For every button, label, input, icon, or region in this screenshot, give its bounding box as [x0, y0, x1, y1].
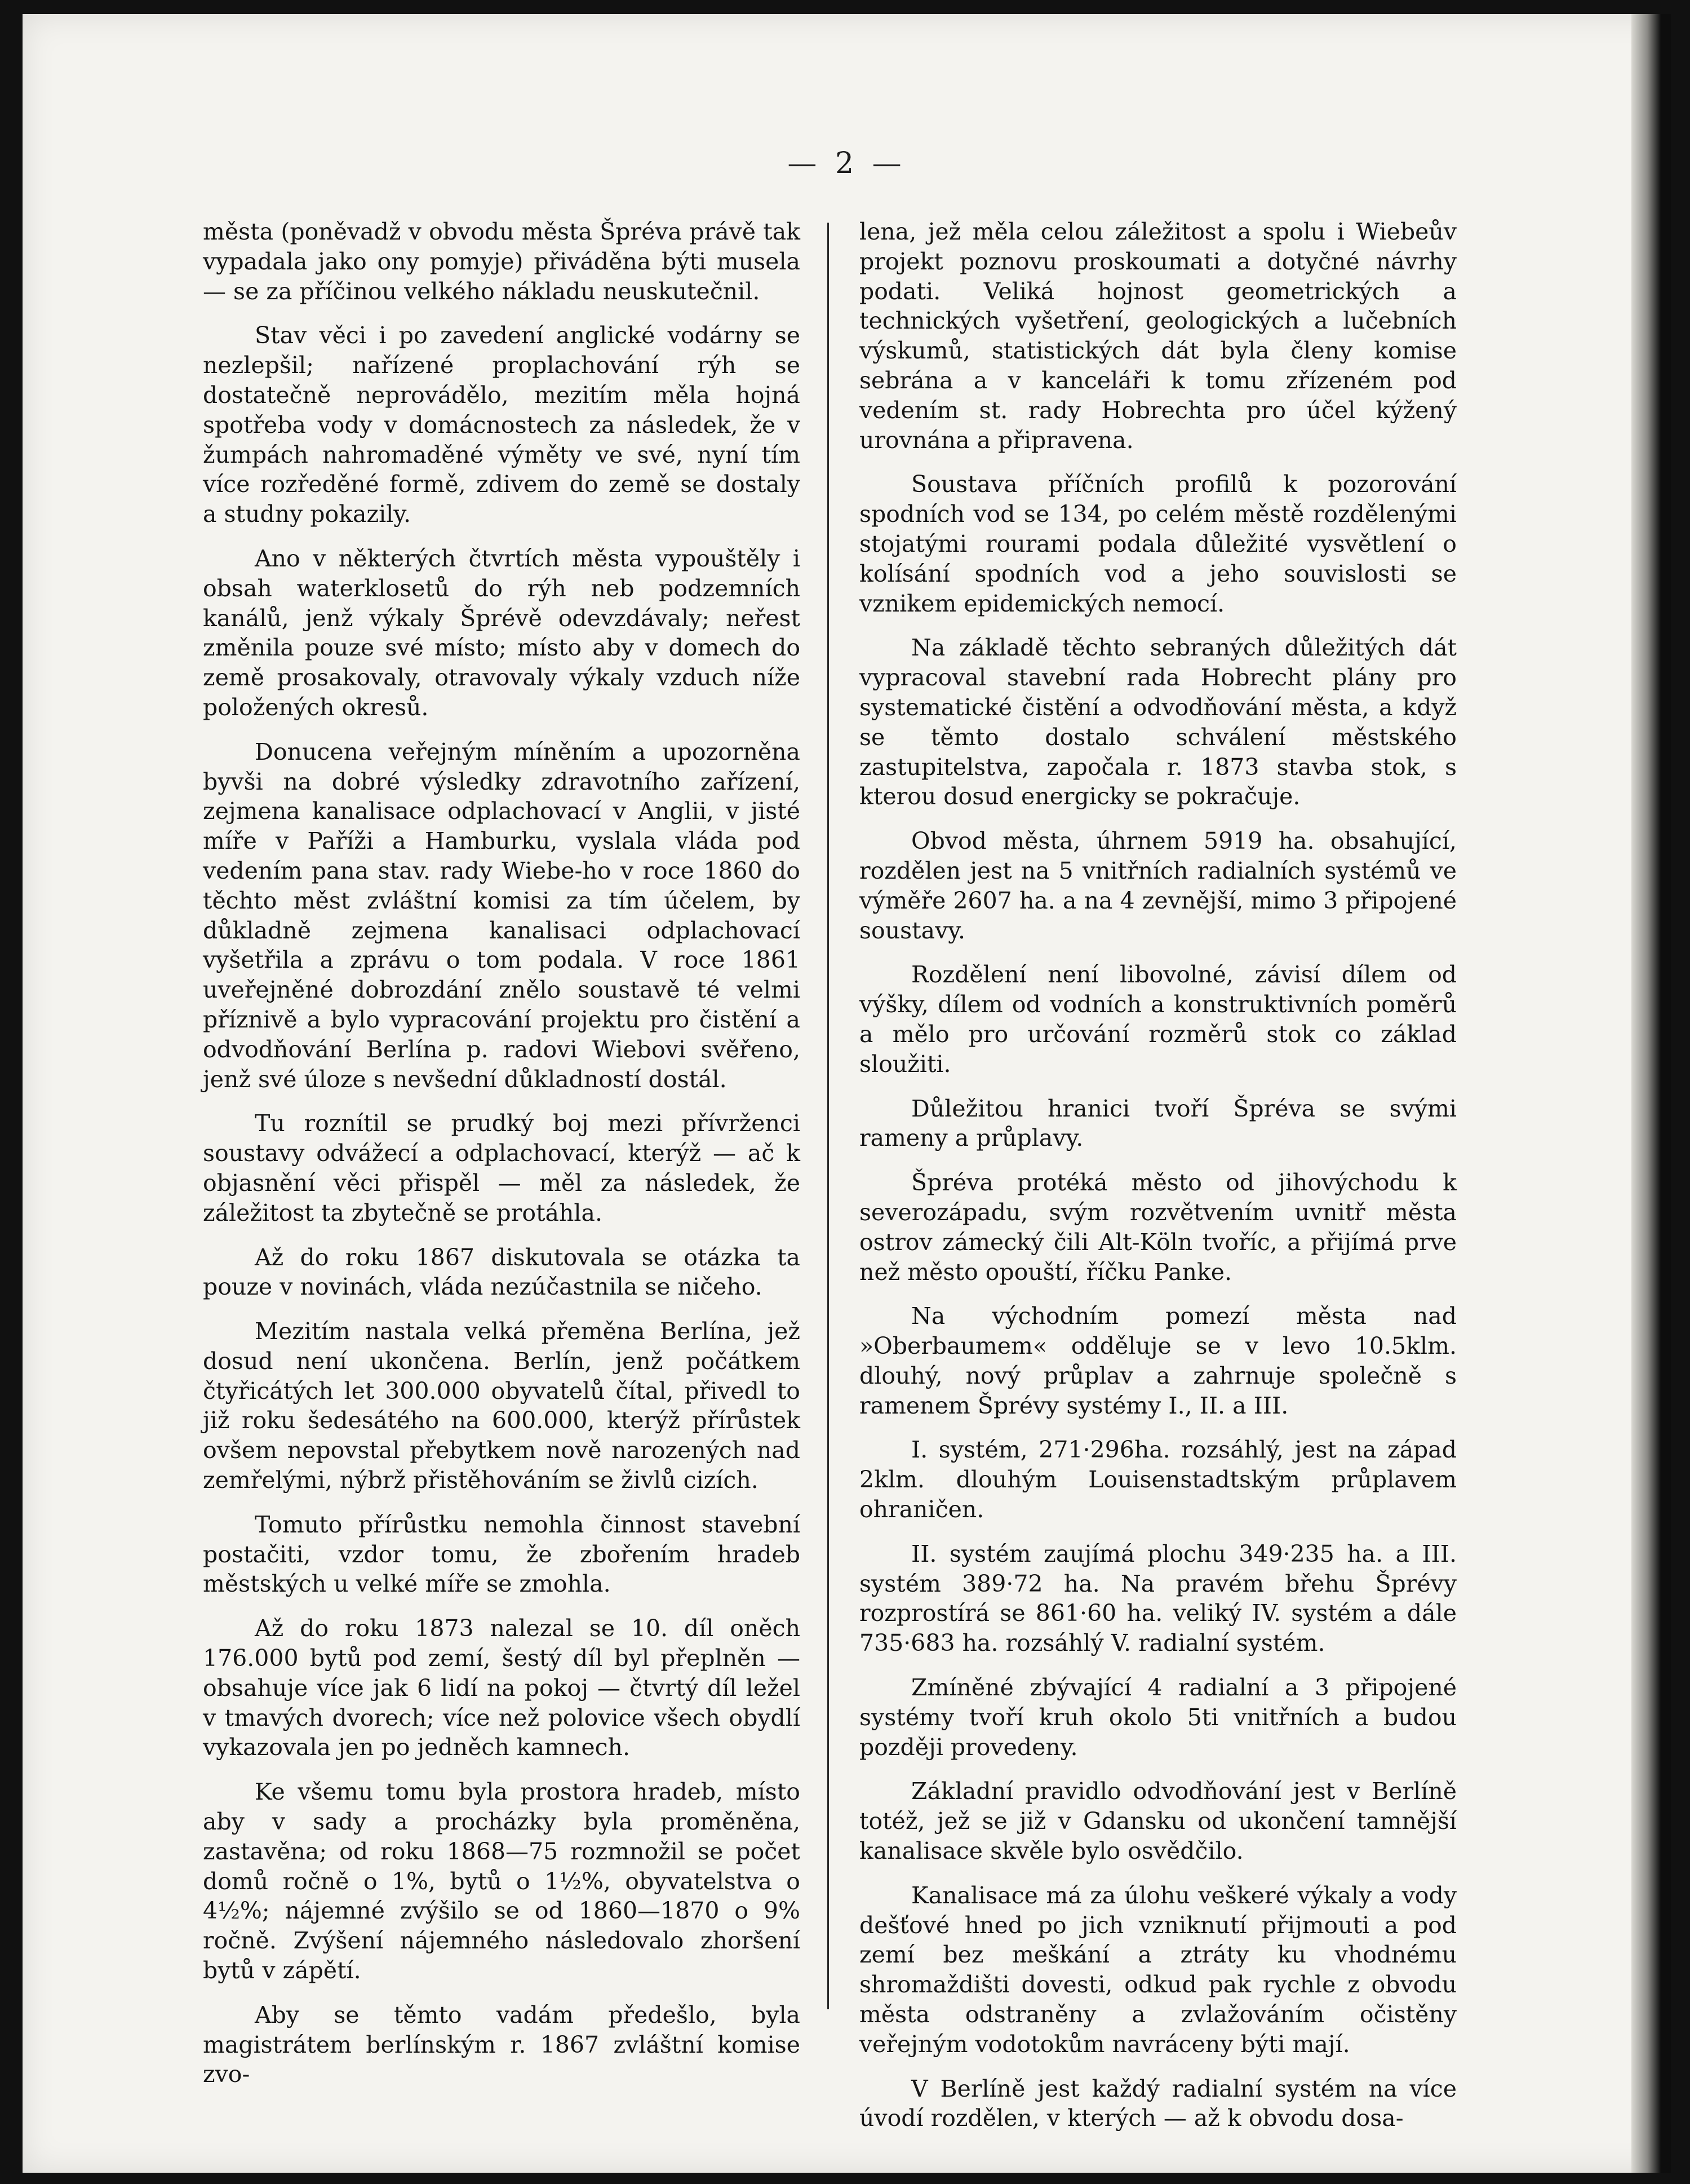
paragraph: Na východním pomezí města nad »Oberbaumem« odděluje se v levo 10.5klm. dlouhý, nový průplav a zahrnuje společně s ramenem Šprévy systémy I., II. a III.: [859, 1303, 1457, 1419]
paragraph: Kanalisace má za úlohu veškeré výkaly a vody dešťové hned po jich vzniknutí přijmouti a pod zemí bez meškání a ztráty ku vhodnému shromaždišti dovesti, odkud pak rychle z obvodu města odstraněny a zvlažováním očistěny veřejným vodotokům navráceny býti mají.: [859, 1881, 1457, 2058]
paragraph: Až do roku 1873 nalezal se 10. díl oněch 176.000 bytů pod zemí, šestý díl byl přeplněn — obsahuje více jak 6 lidí na pokoj — čtvrtý díl ležel v tmavých dvorech; více než polovice všech obydlí vykazovala jen po jedněch kamnech.: [203, 1615, 800, 1761]
paragraph: I. systém, 271·296ha. rozsáhlý, jest na západ 2klm. dlouhým Louisenstadtským průplavem ohraničen.: [859, 1436, 1457, 1523]
paragraph: Stav věci i po zavedení anglické vodárny se nezlepšil; nařízené proplachování rýh se dostatečně neprovádělo, mezitím měla hojná spotřeba vody v domácnostech za následek, že v žumpách nahromaděné výměty ve své, nyní tím více rozředěné formě, zdivem do země se dostaly a studny pokazily.: [203, 322, 800, 528]
paragraph: Až do roku 1867 diskutovala se otázka ta pouze v novinách, vláda nezúčastnila se ničeho.: [203, 1243, 800, 1301]
paragraph: Na základě těchto sebraných důležitých dát vypracoval stavební rada Hobrecht plány pro systematické čistění a odvodňování města, a když se těmto dostalo schválení městského zastupitelstva, započala r. 1873 stavba stok, s kterou dosud energicky se pokračuje.: [859, 634, 1457, 810]
page-number: — 2 —: [787, 147, 906, 180]
paragraph: Obvod města, úhrnem 5919 ha. obsahující, rozdělen jest na 5 vnitřních radialních systémů ve výměře 2607 ha. a na 4 zevnější, mimo 3 připojené soustavy.: [859, 827, 1457, 944]
paragraph: Ano v některých čtvrtích města vypouštěly i obsah waterklosetů do rýh neb podzemních kanálů, jenž výkaly Šprévě odevzdávaly; neřest změnila pouze své místo; místo aby v domech do země prosakovaly, otravovaly výkaly vzduch níže položených okresů.: [203, 544, 800, 721]
paragraph: Aby se těmto vadám předešlo, byla magistrátem berlínským r. 1867 zvláštní komise zvo-: [203, 2001, 800, 2088]
paragraph: Tomuto přírůstku nemohla činnost stavební postačiti, vzdor tomu, že zbořením hradeb městských u velké míře se zmohla.: [203, 1510, 800, 1598]
left-column: [203, 217, 800, 2104]
paragraph: Špréva protéká město od jihovýchodu k severozápadu, svým rozvětvením uvnitř města ostrov zámecký čili Alt-Köln tvoříc, a přijímá prve než město opouští, říčku Panke.: [859, 1169, 1457, 1286]
paragraph: Důležitou hranici tvoří Špréva se svými rameny a průplavy.: [859, 1095, 1457, 1152]
document-page: [23, 14, 1671, 2173]
right-column: [859, 217, 1457, 2148]
paragraph: Rozdělení není libovolné, závisí dílem od výšky, dílem od vodních a konstruktivních poměrů a mělo pro určování rozměrů stok co základ sloužiti.: [859, 961, 1457, 1078]
paragraph: Zmíněné zbývající 4 radialní a 3 připojené systémy tvoří kruh okolo 5ti vnitřních a budou později provedeny.: [859, 1674, 1457, 1761]
paragraph: Ke všemu tomu byla prostora hradeb, místo aby v sady a procházky byla proměněna, zastavěna; od roku 1868—75 rozmnožil se počet domů ročně o 1%, bytů o 1½%, obyvatelstva o 4½%; nájemné zvýšilo se od 1860—1870 o 9% ročně. Zvýšení nájemného následovalo zhoršení bytů v zápětí.: [203, 1778, 800, 1984]
paragraph: V Berlíně jest každý radialní systém na více úvodí rozdělen, v kterých — až k obvodu dosa-: [859, 2075, 1457, 2132]
page-edge-shadow: [1631, 14, 1671, 2173]
paragraph: lena, jež měla celou záležitost a spolu i Wiebeův projekt poznovu proskoumati a dotyčné návrhy podati. Veliká hojnost geometrických a technických vyšetření, geologických a lučebních výskumů, statistických dát byla členy komise sebrána a v kanceláři k tomu zřízeném pod vedením st. rady Hobrechta pro účel kýžený urovnána a připravena.: [859, 218, 1457, 454]
paragraph: Soustava příčních profilů k pozorování spodních vod se 134, po celém městě rozdělenými stojatými rourami podala důležité vysvětlení o kolísání spodních vod a jeho souvislosti se vznikem epidemických nemocí.: [859, 471, 1457, 617]
paragraph: Základní pravidlo odvodňování jest v Berlíně totéž, jež se již v Gdansku od ukončení tamnější kanalisace skvěle bylo osvědčilo.: [859, 1778, 1457, 1865]
paragraph: Tu roznítil se prudký boj mezi přívrženci soustavy odvážecí a odplachovací, kterýž — ač k objasnění věci přispěl — měl za následek, že záležitost ta zbytečně se protáhla.: [203, 1110, 800, 1226]
column-divider: [827, 223, 829, 2009]
paragraph: II. systém zaujímá plochu 349·235 ha. a III. systém 389·72 ha. Na pravém břehu Šprévy rozprostírá se 861·60 ha. veliký IV. systém a dále 735·683 ha. rozsáhlý V. radialní systém.: [859, 1540, 1457, 1657]
paragraph: města (poněvadž v obvodu města Špréva právě tak vypadala jako ony pomyje) přiváděna býti musela — se za příčinou velkého nákladu neuskutečnil.: [203, 218, 800, 305]
paragraph: Donucena veřejným míněním a upozorněna byvši na dobré výsledky zdravotního zařízení, zejmena kanalisace odplachovací v Anglii, v jisté míře v Paříži a Hamburku, vyslala vláda pod vedením pana stav. rady Wiebe-ho v roce 1860 do těchto měst zvláštní komisi za tím účelem, by důkladně zejmena kanalisaci odplachovací vyšetřila a zprávu o tom podala. V roce 1861 uveřejněné dobrozdání znělo soustavě té velmi příznivě a bylo vypracování projektu pro čistění a odvodňování Berlína p. radovi Wiebovi svěřeno, jenž své úloze s nevšední důkladností dostál.: [203, 738, 800, 1093]
paragraph: Mezitím nastala velká přeměna Berlína, jež dosud není ukončena. Berlín, jenž počátkem čtyřicátých let 300.000 obyvatelů čítal, přivedl to již roku šedesátého na 600.000, kterýž přírůstek ovšem nepovstal přebytkem nově narozených nad zemřelými, nýbrž přistěhováním se živlů cizích.: [203, 1318, 800, 1494]
